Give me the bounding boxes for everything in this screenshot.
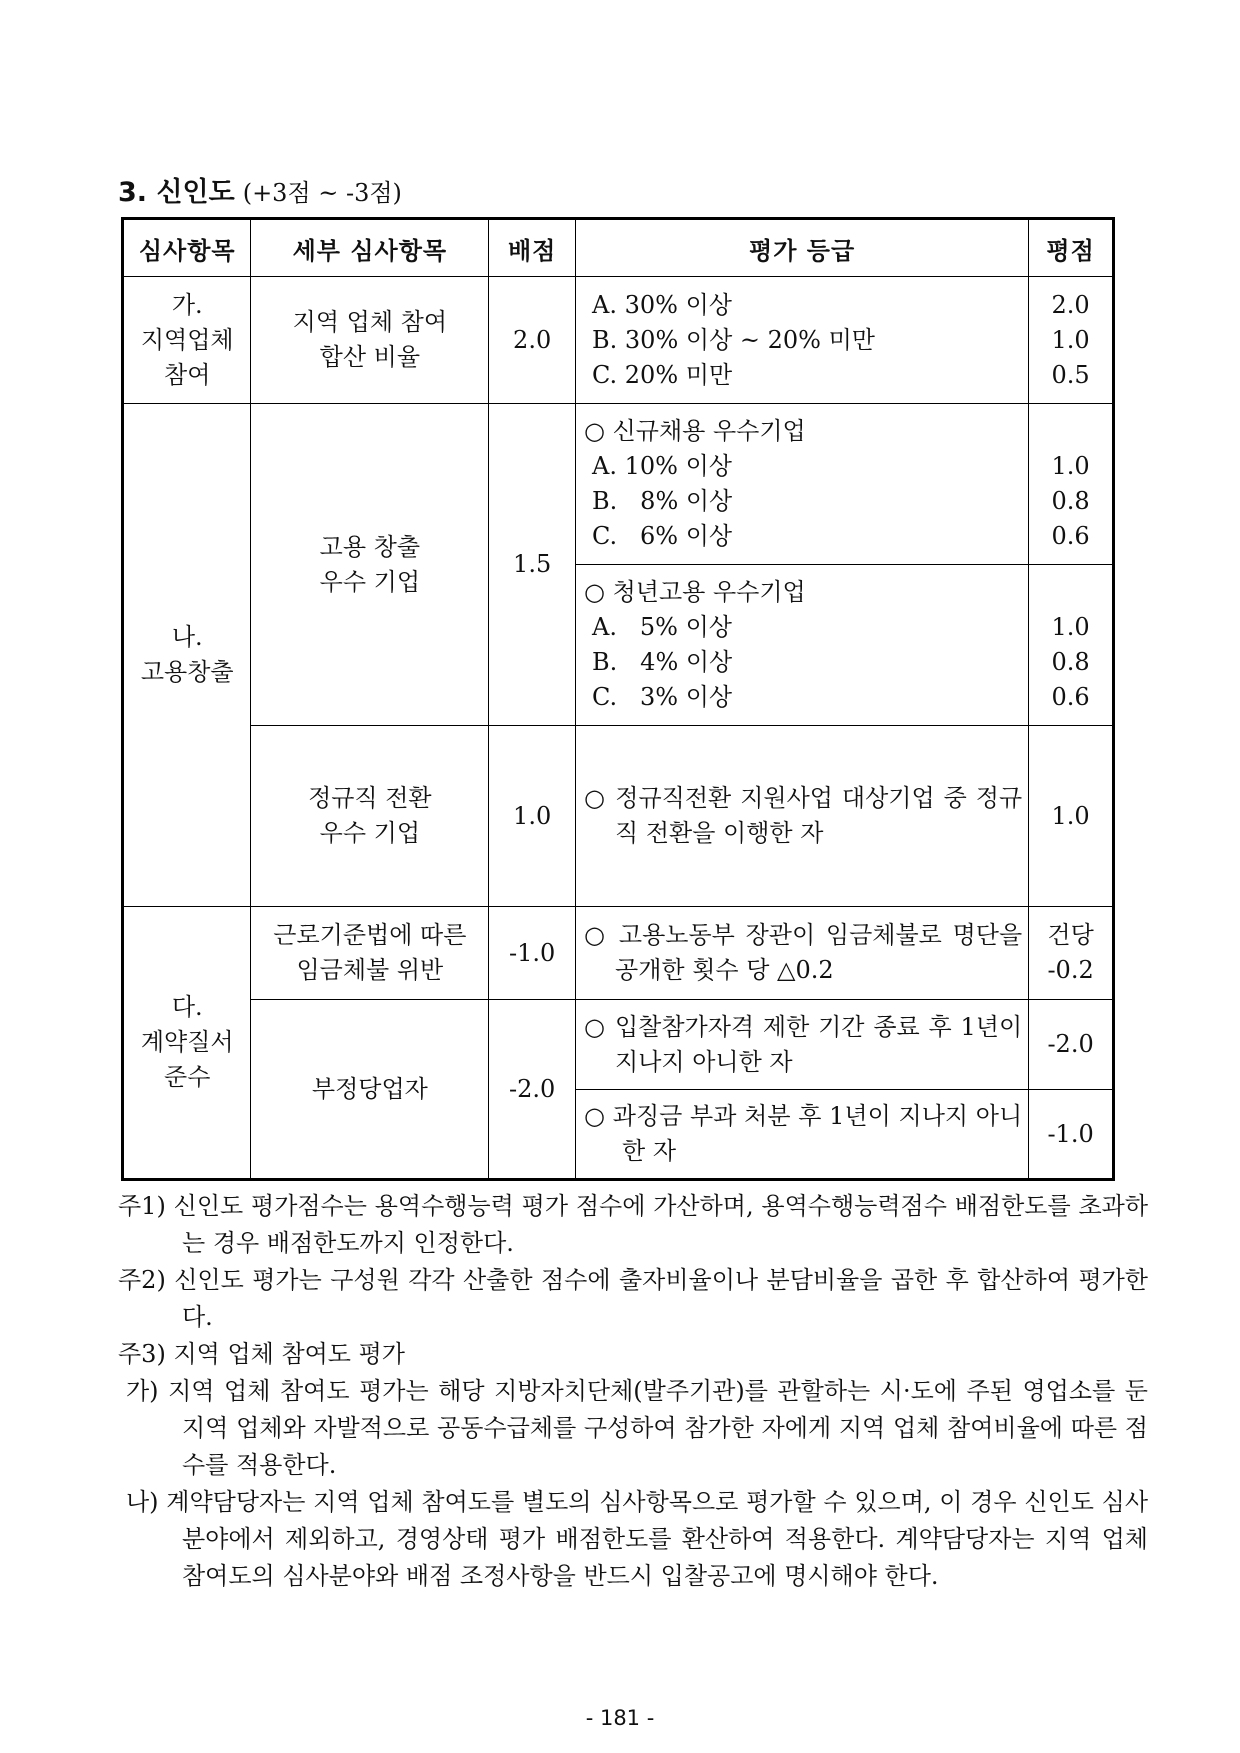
grade-cell: ○ 청년고용 우수기업 A. 5% 이상 B. 4% 이상 C. 3% 이상 [576, 565, 1029, 726]
grade-cell: ○ 과징금 부과 처분 후 1년이 지나지 아니한 자 [576, 1090, 1029, 1180]
header-allot: 배점 [489, 219, 576, 277]
detail-cell: 지역 업체 참여 합산 비율 [251, 277, 489, 404]
table-row [123, 907, 1114, 1000]
item-cell: 가. 지역업체 참여 [123, 277, 251, 404]
section-title: 3. 신인도 [118, 177, 235, 208]
table-row [123, 1000, 1114, 1090]
grade-cell: A. 30% 이상 B. 30% 이상 ~ 20% 미만 C. 20% 미만 [576, 277, 1029, 404]
item-cell: 다. 계약질서 준수 [123, 907, 251, 1180]
allot-cell: 1.5 [489, 404, 576, 726]
grade-cell: ○ 신규채용 우수기업 A. 10% 이상 B. 8% 이상 C. 6% 이상 [576, 404, 1029, 565]
note-3-a: 가) 지역 업체 참여도 평가는 해당 지방자치단체(발주기관)를 관할하는 시·도에 주된 영업소를 둔 지역 업체와 자발적으로 공동수급체를 구성하여 참가한 자에게 지역 업체 참여비율에 따른 점수를 적용한다. [126, 1377, 1148, 1479]
detail-cell: 고용 창출 우수 기업 [251, 404, 489, 726]
allot-cell: -1.0 [489, 907, 576, 1000]
page-number: - 181 - [585, 1706, 655, 1730]
notes [118, 1188, 1148, 1595]
section-range: (+3점 ~ -3점) [242, 179, 402, 207]
table-row [123, 277, 1114, 404]
score-cell: -1.0 [1029, 1090, 1114, 1180]
item-cell: 나. 고용창출 [123, 404, 251, 907]
allot-cell: 2.0 [489, 277, 576, 404]
detail-cell: 부정당업자 [251, 1000, 489, 1180]
header-grade: 평가 등급 [576, 219, 1029, 277]
score-cell: 1.0 0.8 0.6 [1029, 404, 1114, 565]
table-row [123, 726, 1114, 907]
evaluation-table [121, 217, 1115, 1181]
allot-cell: -2.0 [489, 1000, 576, 1180]
note-3-b: 나) 계약담당자는 지역 업체 참여도를 별도의 심사항목으로 평가할 수 있으며, 이 경우 신인도 심사분야에서 제외하고, 경영상태 평가 배점한도를 환산하여 적용한다. 계약담당자는 지역 업체 참여도의 심사분야와 배점 조정사항을 반드시 입찰공고에 명시해야 한다. [126, 1488, 1148, 1590]
header-item: 심사항목 [123, 219, 251, 277]
note-3: 주3) 지역 업체 참여도 평가 [118, 1340, 405, 1368]
table-header-row [123, 219, 1114, 277]
score-cell: -2.0 [1029, 1000, 1114, 1090]
note-1: 주1) 신인도 평가점수는 용역수행능력 평가 점수에 가산하며, 용역수행능력점수 배점한도를 초과하는 경우 배점한도까지 인정한다. [118, 1192, 1148, 1257]
allot-cell: 1.0 [489, 726, 576, 907]
score-cell: 1.0 [1029, 726, 1114, 907]
score-cell: 1.0 0.8 0.6 [1029, 565, 1114, 726]
score-cell: 건당 -0.2 [1029, 907, 1114, 1000]
grade-cell: ○ 입찰참가자격 제한 기간 종료 후 1년이 지나지 아니한 자 [576, 1000, 1029, 1090]
header-score: 평점 [1029, 219, 1114, 277]
section-heading [118, 170, 402, 209]
table-row [123, 404, 1114, 565]
grade-cell: ○ 고용노동부 장관이 임금체불로 명단을 공개한 횟수 당 △0.2 [576, 907, 1029, 1000]
detail-cell: 정규직 전환 우수 기업 [251, 726, 489, 907]
score-cell: 2.0 1.0 0.5 [1029, 277, 1114, 404]
note-2: 주2) 신인도 평가는 구성원 각각 산출한 점수에 출자비율이나 분담비율을 곱한 후 합산하여 평가한다. [118, 1266, 1148, 1331]
header-detail: 세부 심사항목 [251, 219, 489, 277]
detail-cell: 근로기준법에 따른 임금체불 위반 [251, 907, 489, 1000]
grade-cell: ○ 정규직전환 지원사업 대상기업 중 정규직 전환을 이행한 자 [576, 726, 1029, 907]
